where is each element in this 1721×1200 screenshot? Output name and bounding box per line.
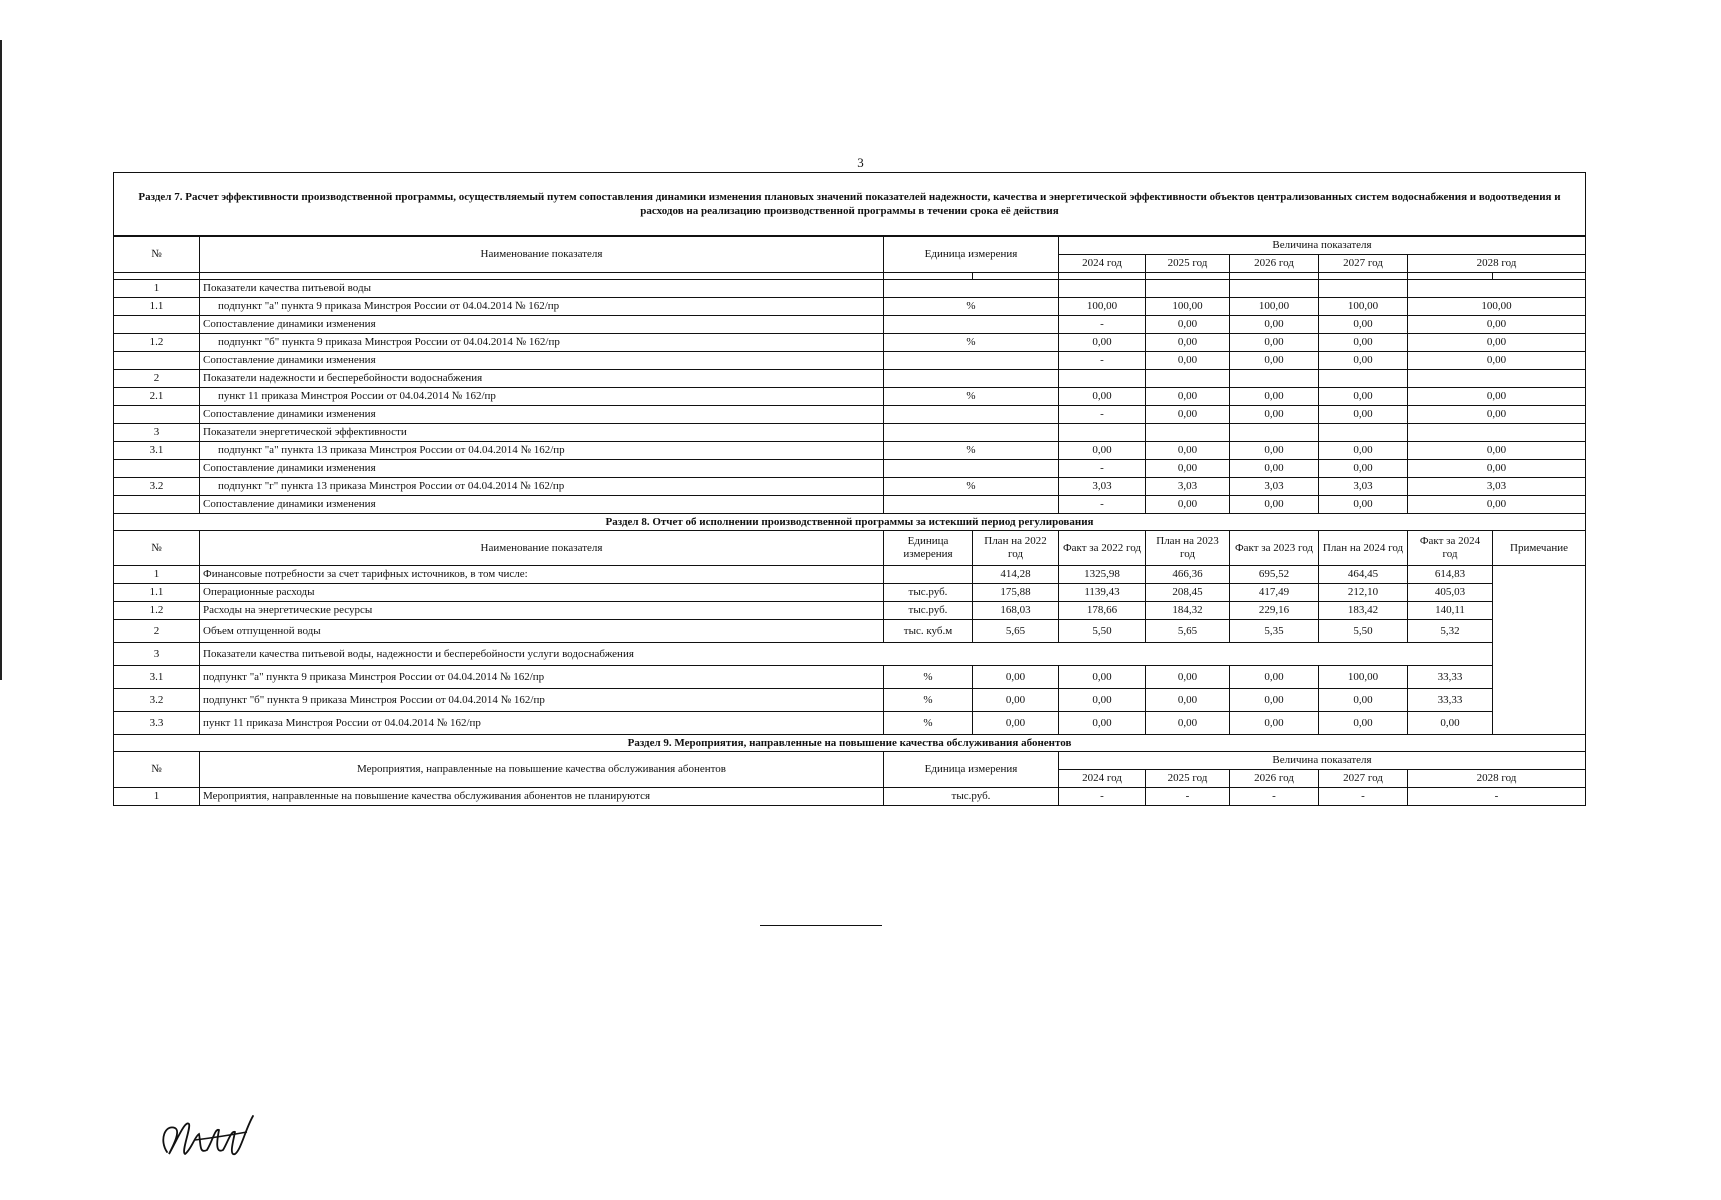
section8-row: [114, 666, 1586, 689]
row-number: 1.2: [114, 334, 200, 352]
value-cell: 0,00: [1230, 406, 1319, 424]
value-cell: 0,00: [1319, 712, 1408, 735]
value-cell: -: [1059, 352, 1146, 370]
value-cell: 178,66: [1059, 602, 1146, 620]
value-cell: 5,65: [1146, 620, 1230, 643]
value-cell: 0,00: [973, 689, 1059, 712]
spacer-cell: [114, 273, 200, 280]
indicator-name: подпункт "г" пункта 13 приказа Минстроя России от 04.04.2014 № 162/пр: [200, 478, 884, 496]
section8-row: [114, 584, 1586, 602]
section8-name-header: Наименование показателя: [200, 531, 884, 566]
value-cell: 5,65: [973, 620, 1059, 643]
section9-group-header: Величина показателя: [1059, 752, 1586, 770]
value-cell: 0,00: [1408, 352, 1586, 370]
section7-title: Раздел 7. Расчет эффективности производственной программы, осуществляемый путем сопоставления динамики изменения плановых значений показателей надежности, качества и энергетической эффективности объектов централизованных систем водоснабжения и водоотведения и расходов на реализацию производственной программы в течении срока её действия: [114, 173, 1586, 237]
value-cell: 3,03: [1146, 478, 1230, 496]
value-cell: 0,00: [1146, 689, 1230, 712]
section8-title: Раздел 8. Отчет об исполнении производственной программы за истекший период регулирования: [114, 514, 1586, 531]
value-cell: 417,49: [1230, 584, 1319, 602]
unit-cell: тыс.руб.: [884, 788, 1059, 806]
section7-row: [114, 496, 1586, 514]
spacer-cell: [1146, 273, 1230, 280]
value-cell: [1230, 280, 1319, 298]
section7-row: [114, 352, 1586, 370]
value-cell: [1408, 370, 1586, 388]
value-cell: 0,00: [1146, 352, 1230, 370]
value-cell: 0,00: [1408, 712, 1493, 735]
section9-unit-header: Единица измерения: [884, 752, 1059, 788]
value-cell: 0,00: [973, 666, 1059, 689]
spacer-cell: [884, 273, 973, 280]
unit-cell: %: [884, 298, 1059, 316]
value-cell: 0,00: [1319, 388, 1408, 406]
value-cell: 464,45: [1319, 566, 1408, 584]
value-cell: [1319, 370, 1408, 388]
value-cell: 0,00: [1230, 496, 1319, 514]
section7-year-header: 2026 год: [1230, 255, 1319, 273]
value-cell: 100,00: [1319, 666, 1408, 689]
section8-row: [114, 566, 1586, 584]
value-cell: 5,50: [1059, 620, 1146, 643]
scan-edge-line: [0, 40, 2, 680]
unit-cell: [884, 352, 1059, 370]
value-cell: тыс.руб.: [884, 584, 973, 602]
value-cell: 100,00: [1319, 298, 1408, 316]
row-number: 2: [114, 370, 200, 388]
value-cell: 0,00: [1408, 316, 1586, 334]
value-cell: 0,00: [1230, 442, 1319, 460]
value-cell: -: [1146, 788, 1230, 806]
section8-title-row: [114, 514, 1586, 531]
section8-col-header: План на 2022 год: [973, 531, 1059, 566]
value-cell: 5,35: [1230, 620, 1319, 643]
indicator-name: подпункт "а" пункта 13 приказа Минстроя России от 04.04.2014 № 162/пр: [200, 442, 884, 460]
value-cell: 1325,98: [1059, 566, 1146, 584]
value-cell: 695,52: [1230, 566, 1319, 584]
unit-cell: [884, 496, 1059, 514]
section9-name-header: Мероприятия, направленные на повышение качества обслуживания абонентов: [200, 752, 884, 788]
value-cell: 33,33: [1408, 666, 1493, 689]
value-cell: [1146, 424, 1230, 442]
section8-row: [114, 643, 1586, 666]
value-cell: 0,00: [1146, 442, 1230, 460]
value-cell: 100,00: [1059, 298, 1146, 316]
unit-cell: [884, 316, 1059, 334]
value-cell: 0,00: [1230, 352, 1319, 370]
value-cell: 0,00: [973, 712, 1059, 735]
note-cell: [1493, 566, 1586, 735]
row-number: [114, 316, 200, 334]
value-cell: [1059, 370, 1146, 388]
value-cell: 614,83: [1408, 566, 1493, 584]
unit-cell: %: [884, 478, 1059, 496]
unit-cell: %: [884, 442, 1059, 460]
row-number: 2: [114, 620, 200, 643]
spacer-cell: [1493, 273, 1586, 280]
section8-col-header: Факт за 2024 год: [1408, 531, 1493, 566]
value-cell: [1146, 370, 1230, 388]
section9-year-header: 2026 год: [1230, 770, 1319, 788]
section7-row: [114, 316, 1586, 334]
value-cell: 0,00: [1230, 689, 1319, 712]
row-number: 3.3: [114, 712, 200, 735]
value-cell: 0,00: [1146, 712, 1230, 735]
value-cell: 1139,43: [1059, 584, 1146, 602]
value-cell: 0,00: [1319, 352, 1408, 370]
row-number: 3: [114, 643, 200, 666]
value-cell: 140,11: [1408, 602, 1493, 620]
value-cell: 0,00: [1319, 442, 1408, 460]
value-cell: 5,32: [1408, 620, 1493, 643]
section7-spacer-row: [114, 273, 1586, 280]
value-cell: 0,00: [1408, 496, 1586, 514]
section9-year-header: 2024 год: [1059, 770, 1146, 788]
value-cell: 0,00: [1319, 460, 1408, 478]
section9-header-row-1: [114, 752, 1586, 770]
indicator-name: Финансовые потребности за счет тарифных источников, в том числе:: [200, 566, 884, 584]
unit-cell: %: [884, 388, 1059, 406]
value-cell: 0,00: [1408, 442, 1586, 460]
value-cell: [1146, 280, 1230, 298]
value-cell: 405,03: [1408, 584, 1493, 602]
value-cell: -: [1059, 316, 1146, 334]
report-table: [113, 172, 1586, 806]
value-cell: тыс.руб.: [884, 602, 973, 620]
value-cell: -: [1059, 460, 1146, 478]
section8-col-header: Факт за 2022 год: [1059, 531, 1146, 566]
section8-row: [114, 712, 1586, 735]
row-number: 2.1: [114, 388, 200, 406]
section9-title-row: [114, 735, 1586, 752]
value-cell: [1059, 424, 1146, 442]
value-cell: 229,16: [1230, 602, 1319, 620]
report-table-wrapper: [113, 172, 1585, 806]
value-cell: 0,00: [1059, 666, 1146, 689]
section8-col-header: Факт за 2023 год: [1230, 531, 1319, 566]
section9-year-header: 2027 год: [1319, 770, 1408, 788]
section7-header-row-1: [114, 236, 1586, 255]
spacer-cell: [973, 273, 1059, 280]
value-cell: 5,50: [1319, 620, 1408, 643]
section8-num-header: №: [114, 531, 200, 566]
value-cell: 0,00: [1319, 496, 1408, 514]
indicator-name: подпункт "б" пункта 9 приказа Минстроя России от 04.04.2014 № 162/пр: [200, 689, 884, 712]
value-cell: 0,00: [1059, 442, 1146, 460]
indicator-name: Сопоставление динамики изменения: [200, 316, 884, 334]
value-cell: тыс. куб.м: [884, 620, 973, 643]
section7-row: [114, 478, 1586, 496]
value-cell: 414,28: [973, 566, 1059, 584]
section9-num-header: №: [114, 752, 200, 788]
value-cell: -: [1059, 406, 1146, 424]
section8-col-header: План на 2023 год: [1146, 531, 1230, 566]
section7-year-header: 2028 год: [1408, 255, 1586, 273]
value-cell: [1059, 280, 1146, 298]
section7-title-row: [114, 173, 1586, 237]
spacer-cell: [1230, 273, 1319, 280]
value-cell: 3,03: [1408, 478, 1586, 496]
value-cell: 184,32: [1146, 602, 1230, 620]
indicator-name: Показатели качества питьевой воды, надежности и бесперебойности услуги водоснабжения: [200, 643, 1493, 666]
section7-row: [114, 442, 1586, 460]
value-cell: 100,00: [1408, 298, 1586, 316]
spacer-cell: [1059, 273, 1146, 280]
value-cell: 0,00: [1319, 334, 1408, 352]
section7-row: [114, 298, 1586, 316]
row-number: [114, 352, 200, 370]
section7-row: [114, 424, 1586, 442]
value-cell: 0,00: [1408, 334, 1586, 352]
row-number: [114, 406, 200, 424]
value-cell: 0,00: [1146, 406, 1230, 424]
value-cell: [1408, 424, 1586, 442]
row-number: [114, 460, 200, 478]
value-cell: 0,00: [1408, 388, 1586, 406]
value-cell: -: [1059, 788, 1146, 806]
row-number: 1: [114, 566, 200, 584]
indicator-name: Показатели качества питьевой воды: [200, 280, 884, 298]
value-cell: -: [1059, 496, 1146, 514]
indicator-name: подпункт "б" пункта 9 приказа Минстроя России от 04.04.2014 № 162/пр: [200, 334, 884, 352]
row-number: 3.2: [114, 689, 200, 712]
section8-col-header: Примечание: [1493, 531, 1586, 566]
value-cell: 0,00: [1059, 334, 1146, 352]
value-cell: 0,00: [1230, 460, 1319, 478]
end-rule: [760, 925, 882, 926]
section7-row: [114, 460, 1586, 478]
value-cell: [1230, 370, 1319, 388]
value-cell: 0,00: [1408, 460, 1586, 478]
indicator-name: Показатели энергетической эффективности: [200, 424, 884, 442]
section8-row: [114, 602, 1586, 620]
section7-row: [114, 388, 1586, 406]
value-cell: 175,88: [973, 584, 1059, 602]
row-number: 1.2: [114, 602, 200, 620]
value-cell: -: [1319, 788, 1408, 806]
section9-year-header: 2028 год: [1408, 770, 1586, 788]
section7-unit-header: Единица измерения: [884, 236, 1059, 273]
section7-group-header: Величина показателя: [1059, 236, 1586, 255]
section7-row: [114, 334, 1586, 352]
indicator-name: Сопоставление динамики изменения: [200, 352, 884, 370]
section7-year-header: 2025 год: [1146, 255, 1230, 273]
handwritten-signature-icon: [155, 1110, 265, 1170]
value-cell: -: [1230, 788, 1319, 806]
indicator-name: подпункт "а" пункта 9 приказа Минстроя России от 04.04.2014 № 162/пр: [200, 298, 884, 316]
value-cell: 183,42: [1319, 602, 1408, 620]
value-cell: 212,10: [1319, 584, 1408, 602]
unit-cell: [884, 406, 1059, 424]
value-cell: [1319, 280, 1408, 298]
indicator-name: Расходы на энергетические ресурсы: [200, 602, 884, 620]
value-cell: 0,00: [1230, 712, 1319, 735]
section7-year-header: 2024 год: [1059, 255, 1146, 273]
report-table-body: [114, 173, 1586, 806]
value-cell: 0,00: [1230, 388, 1319, 406]
value-cell: -: [1408, 788, 1586, 806]
value-cell: [1230, 424, 1319, 442]
value-cell: 0,00: [1319, 689, 1408, 712]
value-cell: 0,00: [1059, 712, 1146, 735]
value-cell: 0,00: [1230, 334, 1319, 352]
indicator-name: подпункт "а" пункта 9 приказа Минстроя России от 04.04.2014 № 162/пр: [200, 666, 884, 689]
section7-num-header: №: [114, 236, 200, 273]
section7-year-header: 2027 год: [1319, 255, 1408, 273]
value-cell: 3,03: [1230, 478, 1319, 496]
row-number: 3.1: [114, 442, 200, 460]
value-cell: 33,33: [1408, 689, 1493, 712]
value-cell: 168,03: [973, 602, 1059, 620]
spacer-cell: [200, 273, 884, 280]
value-cell: %: [884, 689, 973, 712]
value-cell: 3,03: [1059, 478, 1146, 496]
value-cell: 0,00: [1146, 496, 1230, 514]
spacer-cell: [1319, 273, 1408, 280]
unit-cell: [884, 460, 1059, 478]
section9-year-header: 2025 год: [1146, 770, 1230, 788]
unit-cell: [884, 280, 1059, 298]
section7-name-header: Наименование показателя: [200, 236, 884, 273]
value-cell: [1408, 280, 1586, 298]
value-cell: 100,00: [1146, 298, 1230, 316]
value-cell: 0,00: [1319, 316, 1408, 334]
indicator-name: пункт 11 приказа Минстроя России от 04.04.2014 № 162/пр: [200, 388, 884, 406]
unit-cell: [884, 370, 1059, 388]
value-cell: %: [884, 712, 973, 735]
value-cell: 0,00: [1146, 388, 1230, 406]
value-cell: 0,00: [1059, 689, 1146, 712]
section8-col-header: План на 2024 год: [1319, 531, 1408, 566]
section7-row: [114, 370, 1586, 388]
section9-row: [114, 788, 1586, 806]
value-cell: 0,00: [1230, 316, 1319, 334]
value-cell: 3,03: [1319, 478, 1408, 496]
value-cell: 0,00: [1408, 406, 1586, 424]
indicator-name: Сопоставление динамики изменения: [200, 496, 884, 514]
page-number: 3: [857, 155, 864, 170]
value-cell: 0,00: [1230, 666, 1319, 689]
section8-header-row: [114, 531, 1586, 566]
section8-col-header: Единица измерения: [884, 531, 973, 566]
value-cell: %: [884, 666, 973, 689]
section7-row: [114, 280, 1586, 298]
value-cell: 0,00: [1059, 388, 1146, 406]
value-cell: 0,00: [1146, 460, 1230, 478]
indicator-name: Сопоставление динамики изменения: [200, 460, 884, 478]
value-cell: 466,36: [1146, 566, 1230, 584]
row-number: 1.1: [114, 584, 200, 602]
row-number: 3: [114, 424, 200, 442]
indicator-name: пункт 11 приказа Минстроя России от 04.04.2014 № 162/пр: [200, 712, 884, 735]
value-cell: 100,00: [1230, 298, 1319, 316]
section9-title: Раздел 9. Мероприятия, направленные на повышение качества обслуживания абонентов: [114, 735, 1586, 752]
value-cell: [1319, 424, 1408, 442]
value-cell: 0,00: [1146, 316, 1230, 334]
unit-cell: %: [884, 334, 1059, 352]
value-cell: 0,00: [1146, 666, 1230, 689]
section8-row: [114, 620, 1586, 643]
value-cell: 0,00: [1146, 334, 1230, 352]
spacer-cell: [1408, 273, 1493, 280]
indicator-name: Объем отпущенной воды: [200, 620, 884, 643]
indicator-name: Показатели надежности и бесперебойности водоснабжения: [200, 370, 884, 388]
value-cell: [884, 566, 973, 584]
row-number: 3.2: [114, 478, 200, 496]
row-number: 1.1: [114, 298, 200, 316]
indicator-name: Сопоставление динамики изменения: [200, 406, 884, 424]
indicator-name: Операционные расходы: [200, 584, 884, 602]
section8-row: [114, 689, 1586, 712]
unit-cell: [884, 424, 1059, 442]
row-number: 3.1: [114, 666, 200, 689]
measure-name: Мероприятия, направленные на повышение качества обслуживания абонентов не планируются: [200, 788, 884, 806]
row-number: 1: [114, 788, 200, 806]
value-cell: 0,00: [1319, 406, 1408, 424]
section7-row: [114, 406, 1586, 424]
row-number: [114, 496, 200, 514]
value-cell: 208,45: [1146, 584, 1230, 602]
row-number: 1: [114, 280, 200, 298]
